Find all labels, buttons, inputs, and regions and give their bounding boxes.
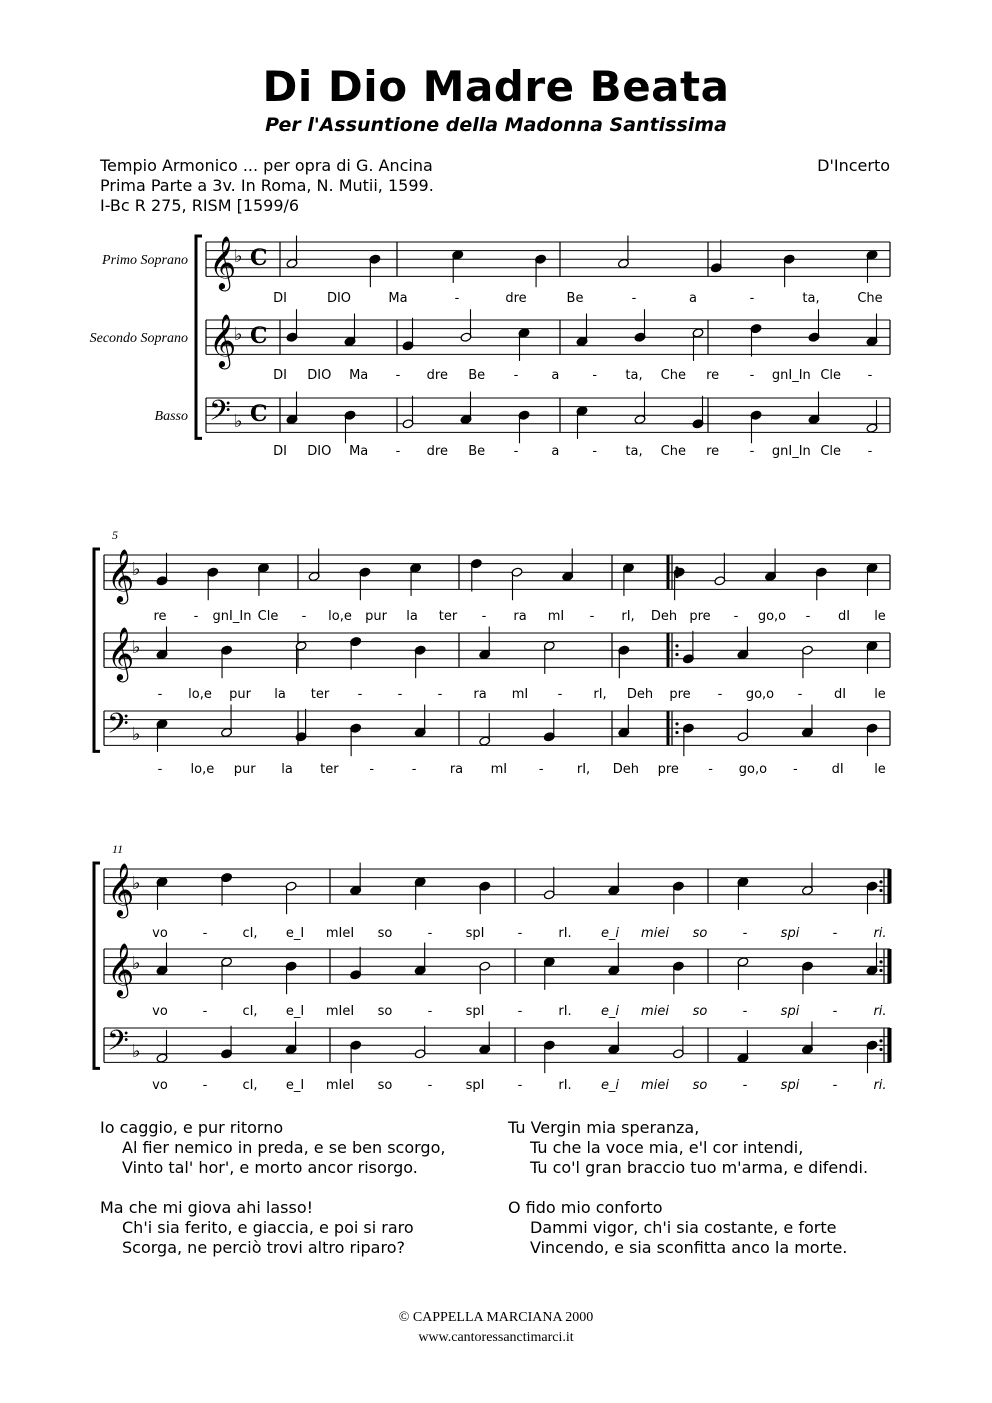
flat-icon: ♭ [132,559,141,581]
lyric-syllable: spI [465,926,485,941]
lyric-syllable: spi [780,1004,800,1019]
lyric-syllable: lo,e [188,687,212,702]
lyric-syllable: so [692,926,708,941]
verse-stanza [100,1118,445,1178]
lyric-syllable: - [805,609,811,624]
lyric-syllable: la [406,609,418,624]
lyric-syllable: mIeI [325,926,355,941]
lyric-syllable: ta, [625,444,643,459]
lyric-syllable: ter [320,762,339,777]
lyric-syllable: e_I [285,1078,305,1093]
lyric-syllable: Che [857,291,883,306]
staff [155,392,890,460]
lyric-syllable: - [301,609,307,624]
lyric-syllable: - [397,687,403,702]
source-line: Tempio Armonico ... per opra di G. Ancina [100,156,433,175]
lyric-syllable: so [692,1004,708,1019]
lyric-syllable: - [202,1078,208,1093]
lyric-syllable: Be [566,291,584,306]
lyric-syllable: vo [152,926,168,941]
lyric-syllable: DI [273,444,287,459]
lyric-syllable: cI, [242,926,258,941]
lyric-syllable: dre [426,444,448,459]
lyrics-line [152,1004,886,1019]
flat-icon: ♭ [132,1040,141,1062]
lyric-syllable: - [517,1078,523,1093]
staff [104,862,890,941]
lyric-syllable: Be [468,368,486,383]
lyric-syllable: dre [505,291,527,306]
lyric-syllable: - [538,762,544,777]
copyright: © CAPPELLA MARCIANA 2000 [398,1310,594,1325]
lyric-syllable: lo,e [328,609,352,624]
lyric-syllable: ter [310,687,330,702]
staff [101,235,890,306]
treble-clef-icon: 𝄞 [209,313,237,368]
verse-line: Tu che la voce mia, e'l cor intendi, [530,1138,804,1157]
lyric-syllable: - [157,687,163,702]
verse-line: Io caggio, e pur ritorno [100,1118,284,1137]
lyric-syllable: - [517,926,523,941]
lyric-syllable: Deh [612,762,640,777]
lyric-syllable: - [832,1078,838,1093]
lyric-syllable: dI [831,762,844,777]
verses-right-column [508,1118,868,1278]
lyric-syllable: - [832,1004,838,1019]
verse-line: Tu Vergin mia speranza, [508,1118,700,1137]
lyric-syllable: DI [273,368,287,383]
lyric-syllable: DI [273,291,287,306]
treble-clef-icon: 𝄞 [107,942,135,997]
lyric-syllable: rI. [558,1078,572,1093]
bass-clef-icon: 𝄢 [107,1024,129,1065]
repeat-dot [675,653,678,656]
lyric-syllable: spi [780,1078,800,1093]
lyric-syllable: mI [547,609,565,624]
lyric-syllable: rI. [558,926,572,941]
verse-stanza [100,1198,445,1258]
lyric-syllable: - [202,1004,208,1019]
treble-clef-icon: 𝄞 [107,548,135,603]
lyric-syllable: - [742,926,748,941]
lyric-syllable: ter [438,609,458,624]
lyrics-line [152,1078,886,1093]
verse-line: Vinto tal' hor', e morto ancor risorgo. [122,1158,418,1177]
lyric-syllable: pre [657,762,679,777]
verse-line: Vincendo, e sia sconfitta anco la morte. [530,1238,848,1257]
system-bracket [94,863,100,1068]
lyric-syllable: rI, [576,762,591,777]
lyric-syllable: - [454,291,460,306]
staff [104,548,890,624]
treble-clef-icon: 𝄞 [107,862,135,917]
lyric-syllable: - [395,444,401,459]
lyric-syllable: gnI_In [771,368,811,383]
lyric-syllable: go,o [745,687,775,702]
repeat-dot [879,880,882,883]
lyric-syllable: gnI_In [771,444,811,459]
lyric-syllable: so [377,1078,393,1093]
lyric-syllable: - [513,368,519,383]
lyric-syllable: - [717,687,723,702]
lyric-syllable: miei [641,1004,669,1019]
lyric-syllable: Ma [349,444,369,459]
repeat-dot [675,644,678,647]
composer: D'Incerto [817,156,890,175]
lyric-syllable: Cle [820,368,842,383]
lyric-syllable: rI, [593,687,607,702]
lyric-syllable: mIeI [325,1004,355,1019]
time-signature: C [250,401,268,428]
lyric-syllable: mI [490,762,508,777]
lyric-syllable: - [427,1078,433,1093]
flat-icon: ♭ [132,873,141,895]
lyric-syllable: miei [641,926,669,941]
lyric-syllable: lo,e [190,762,215,777]
lyric-syllable: - [749,444,755,459]
lyric-syllable: pur [365,609,387,624]
lyric-syllable: pre [689,609,711,624]
lyric-syllable: mIeI [325,1078,355,1093]
score-system [94,842,890,1093]
lyric-syllable: DIO [307,444,332,459]
lyrics-line [273,291,883,306]
lyric-syllable: le [874,762,886,777]
staff [104,705,890,778]
lyrics-line [153,609,885,624]
bass-clef-icon: 𝄢 [209,394,231,435]
repeat-dot [675,731,678,734]
lyric-syllable: gnI_In [212,609,252,624]
repeat-dot [879,1048,882,1051]
treble-clef-icon: 𝄞 [107,626,135,681]
flat-icon: ♭ [234,324,243,346]
lyric-syllable: ta, [802,291,820,306]
lyric-syllable: - [749,291,755,306]
verse-line: Ma che mi giova ahi lasso! [100,1198,314,1217]
lyrics-line [158,762,886,777]
source-line: I-Bc R 275, RISM [1599/6 [100,196,300,215]
lyric-syllable: - [708,762,713,777]
lyric-syllable: pur [233,762,256,777]
treble-clef-icon: 𝄞 [209,235,237,290]
lyric-syllable: dre [426,368,448,383]
lyric-syllable: - [437,687,443,702]
lyric-syllable: ri. [873,1078,887,1093]
lyric-syllable: re [706,368,720,383]
flat-icon: ♭ [132,953,141,975]
lyric-syllable: - [832,926,838,941]
staff [104,1022,890,1094]
lyric-syllable: a [551,444,560,459]
lyric-syllable: re [153,609,167,624]
lyric-syllable: spI [465,1004,485,1019]
lyric-syllable: Deh [650,609,678,624]
lyric-syllable: le [874,687,886,702]
lyric-syllable: - [427,926,433,941]
lyric-syllable: rI. [558,1004,572,1019]
time-signature: C [250,323,268,350]
lyric-syllable: go,o [738,762,768,777]
repeat-dot [675,722,678,725]
lyric-syllable: le [874,609,886,624]
lyric-syllable: - [867,444,873,459]
lyric-syllable: rI, [621,609,635,624]
verse-stanza [508,1118,868,1178]
lyric-syllable: Ma [349,368,369,383]
lyric-syllable: Che [660,444,686,459]
lyric-syllable: e_i [600,926,620,941]
lyric-syllable: - [797,687,803,702]
lyric-syllable: Deh [626,687,654,702]
lyric-syllable: Cle [257,609,279,624]
verse-line: Scorga, ne perciò trovi altro riparo? [122,1238,405,1257]
website: www.cantoressanctimarci.it [418,1330,574,1345]
lyric-syllable: - [589,609,595,624]
flat-icon: ♭ [234,410,243,432]
lyric-syllable: - [631,291,637,306]
lyric-syllable: Cle [820,444,842,459]
lyric-syllable: pur [229,687,251,702]
verse-line: Al fier nemico in preda, e se ben scorgo, [122,1138,446,1157]
lyric-syllable: la [274,687,286,702]
system-bracket [196,236,202,438]
voice-label: Basso [154,409,188,425]
lyric-syllable: dI [837,609,851,624]
lyric-syllable: - [193,609,199,624]
lyric-syllable: - [513,444,519,459]
measure-number: 11 [112,842,124,856]
lyric-syllable: - [411,762,417,777]
lyric-syllable: mI [511,687,529,702]
staff [104,626,890,702]
lyric-syllable: - [202,926,208,941]
lyric-syllable: Che [660,368,686,383]
lyric-syllable: DIO [307,368,332,383]
lyrics-line [273,368,873,383]
system-bracket [94,549,100,751]
lyric-syllable: - [481,609,487,624]
verses-left-column [100,1118,445,1278]
lyric-syllable: e_i [600,1004,620,1019]
piece-subtitle: Per l'Assuntione della Madonna Santissima [265,114,727,136]
flat-icon: ♭ [132,637,141,659]
lyric-syllable: so [692,1078,708,1093]
lyric-syllable: - [369,762,375,777]
lyric-syllable: vo [152,1078,168,1093]
lyric-syllable: cI, [242,1004,258,1019]
lyric-syllable: so [377,1004,393,1019]
repeat-dot [879,960,882,963]
verse-stanza [508,1198,868,1258]
lyric-syllable: - [867,368,873,383]
score-system [90,235,890,459]
repeat-dot [879,889,882,892]
lyric-syllable: Ma [388,291,408,306]
lyric-syllable: re [706,444,720,459]
lyric-syllable: cI, [242,1078,258,1093]
lyric-syllable: - [733,609,739,624]
lyric-syllable: Be [468,444,486,459]
lyric-syllable: e_i [600,1078,620,1093]
lyric-syllable: ra [473,687,487,702]
lyric-syllable: - [517,1004,523,1019]
lyric-syllable: ri. [873,926,887,941]
lyric-syllable: go,o [757,609,787,624]
voice-label: Primo Soprano [102,253,188,269]
lyric-syllable: a [689,291,697,306]
flat-icon: ♭ [132,723,141,745]
lyric-syllable: ra [449,762,464,777]
lyric-syllable: miei [641,1078,669,1093]
lyric-syllable: so [377,926,393,941]
source-line: Prima Parte a 3v. In Roma, N. Mutii, 1599. [100,176,434,195]
verse-line: Tu co'l gran braccio tuo m'arma, e difendi. [530,1158,869,1177]
lyric-syllable: a [551,368,560,383]
lyric-syllable: DIO [326,291,352,306]
repeat-dot [879,969,882,972]
lyric-syllable: - [557,687,563,702]
repeat-dot [879,1039,882,1042]
voice-label: Secondo Soprano [89,331,188,347]
score-system [94,528,890,777]
lyrics-line [158,687,886,702]
lyrics-line [152,926,886,941]
lyric-syllable: - [157,762,163,777]
lyric-syllable: - [749,368,755,383]
lyric-syllable: - [742,1004,748,1019]
lyric-syllable: - [592,444,598,459]
piece-title: Di Dio Madre Beata [262,62,730,111]
lyric-syllable: la [281,762,293,777]
lyric-syllable: ta, [625,368,643,383]
lyric-syllable: - [792,762,798,777]
lyric-syllable: dI [833,687,847,702]
lyric-syllable: pre [669,687,691,702]
lyric-syllable: - [395,368,401,383]
lyric-syllable: spi [780,926,800,941]
lyric-syllable: - [357,687,363,702]
lyric-syllable: ri. [873,1004,887,1019]
lyric-syllable: ra [513,609,527,624]
measure-number: 5 [112,528,118,542]
verse-line: Ch'i sia ferito, e giaccia, e poi si raro [122,1218,414,1237]
staff [90,309,890,383]
lyric-syllable: - [742,1078,748,1093]
lyric-syllable: e_I [285,926,305,941]
flat-icon: ♭ [234,246,243,268]
bass-clef-icon: 𝄢 [107,707,129,748]
lyric-syllable: e_I [285,1004,305,1019]
lyric-syllable: - [592,368,598,383]
lyric-syllable: vo [152,1004,168,1019]
staff [104,942,890,1019]
lyric-syllable: - [427,1004,433,1019]
lyric-syllable: spI [465,1078,485,1093]
verse-line: O fido mio conforto [508,1198,663,1217]
time-signature: C [250,245,268,272]
lyrics-line [273,444,873,459]
verse-line: Dammi vigor, ch'i sia costante, e forte [530,1218,837,1237]
